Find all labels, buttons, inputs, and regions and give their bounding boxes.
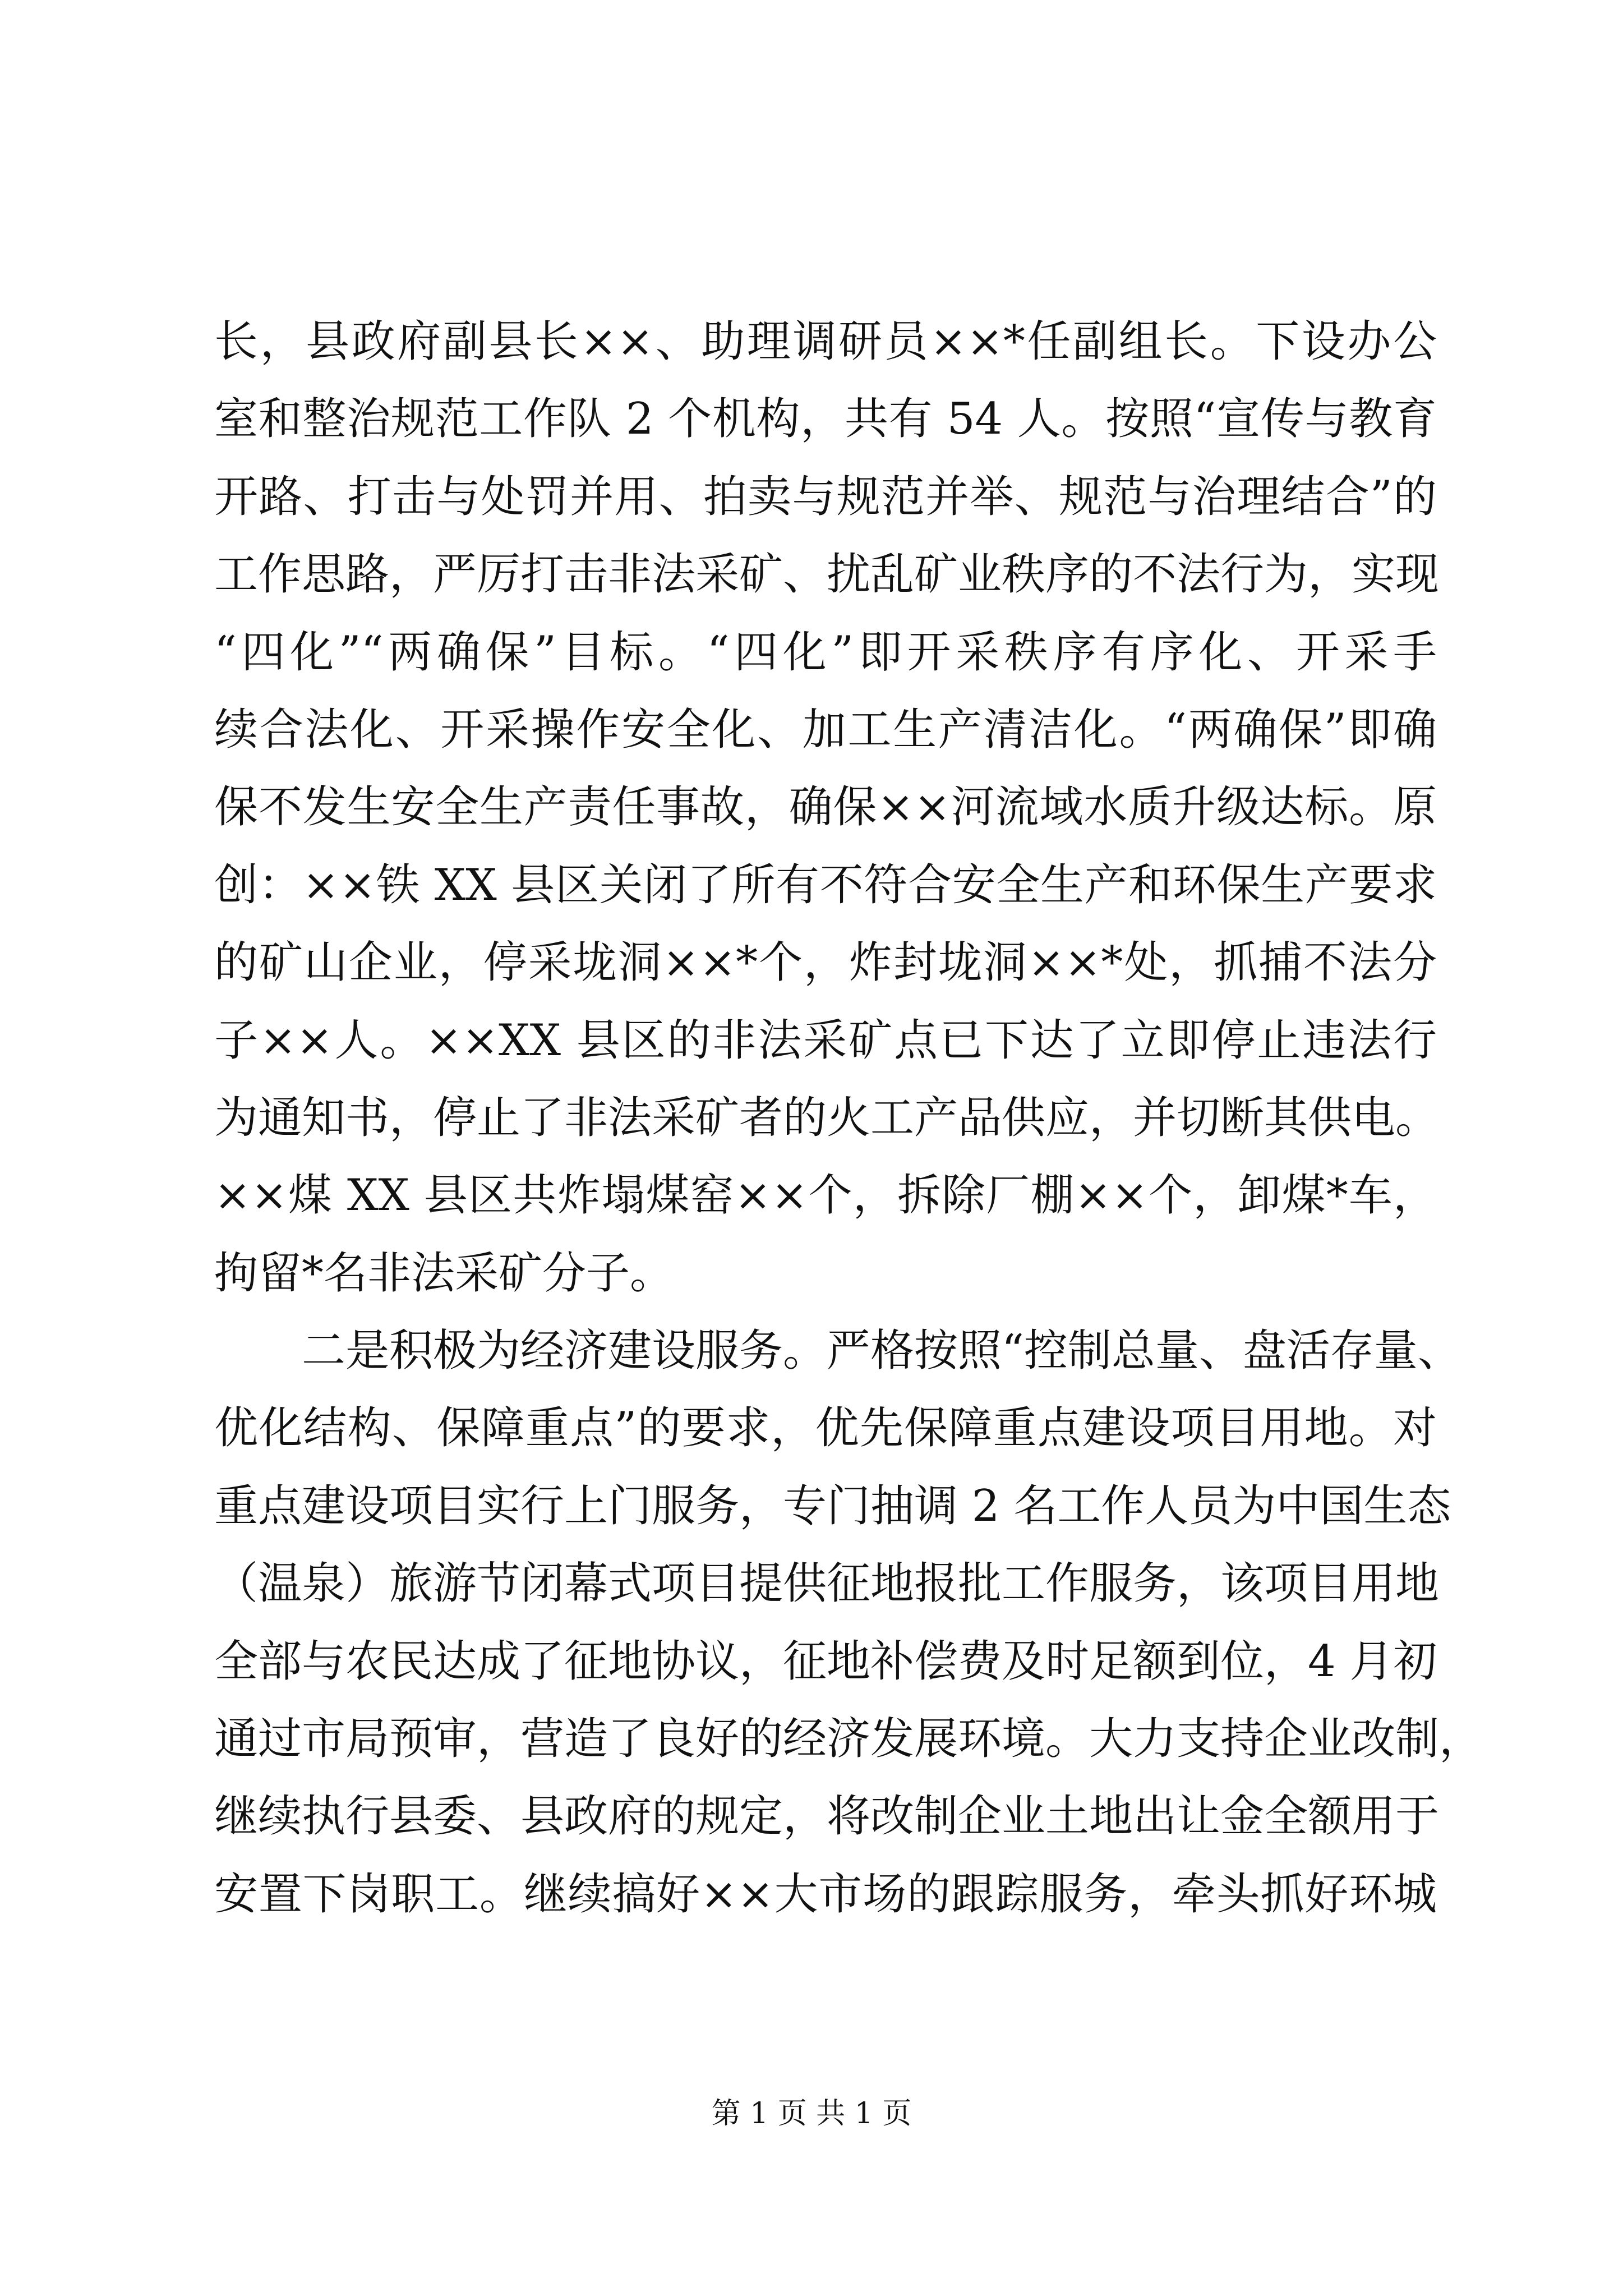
paragraph-1-line: 工作思路，严厉打击非法采矿、扰乱矿业秩序的不法行为，实现 — [214, 549, 1440, 600]
paragraph-1-line: 长，县政府副县长××、助理调研员××*任副组长。下设办公 — [214, 316, 1437, 367]
paragraph-2-line: 重点建设项目实行上门服务，专门抽调 2 名工作人员为中国生态 — [214, 1480, 1451, 1531]
paragraph-1-line: ××煤 XX 县区共炸塌煤窑××个，拆除厂棚××个，卸煤*车， — [214, 1170, 1437, 1221]
document-body — [214, 303, 1483, 1933]
paragraph-1-line: 续合法化、开采操作安全化、加工生产清洁化。“两确保”即确 — [214, 704, 1437, 755]
paragraph-1-line: 的矿山企业，停采垅洞××*个，炸封垅洞××*处，抓捕不法分 — [214, 937, 1437, 988]
page-number-footer: 第 1 页 共 1 页 — [711, 2097, 912, 2131]
paragraph-1-line: 为通知书，停止了非法采矿者的火工产品供应，并切断其供电。 — [214, 1092, 1440, 1143]
paragraph-2-line: （温泉）旅游节闭幕式项目提供征地报批工作服务，该项目用地 — [214, 1558, 1440, 1609]
paragraph-1-line: 创：××铁 XX 县区关闭了所有不符合安全生产和环保生产要求 — [214, 859, 1437, 910]
paragraph-2-line: 通过市局预审，营造了良好的经济发展环境。大力支持企业改制， — [214, 1714, 1483, 1765]
paragraph-1-line: 开路、打击与处罚并用、拍卖与规范并举、规范与治理结合”的 — [214, 471, 1437, 522]
paragraph-2-line: 二是积极为经济建设服务。严格按照“控制总量、盘活存量、 — [302, 1326, 1461, 1377]
paragraph-1-line: 保不发生安全生产责任事故，确保××河流域水质升级达标。原 — [214, 782, 1437, 833]
paragraph-2-line: 安置下岗职工。继续搞好××大市场的跟踪服务，牵头抓好环城 — [214, 1869, 1437, 1920]
paragraph-1-line: “四化”“两确保”目标。“四化”即开采秩序有序化、开采手 — [214, 627, 1437, 678]
paragraph-2-line: 继续执行县委、县政府的规定，将改制企业土地出让金全额用于 — [214, 1791, 1440, 1842]
paragraph-2-line: 优化结构、保障重点”的要求，优先保障重点建设项目用地。对 — [214, 1403, 1437, 1454]
paragraph-1-line: 室和整治规范工作队 2 个机构，共有 54 人。按照“宣传与教育 — [214, 394, 1437, 445]
paragraph-1-line: 子××人。××XX 县区的非法采矿点已下达了立即停止违法行 — [214, 1015, 1437, 1066]
paragraph-1-line: 拘留*名非法采矿分子。 — [214, 1248, 674, 1299]
paragraph-2-line: 全部与农民达成了征地协议，征地补偿费及时足额到位，4 月初 — [214, 1636, 1437, 1687]
